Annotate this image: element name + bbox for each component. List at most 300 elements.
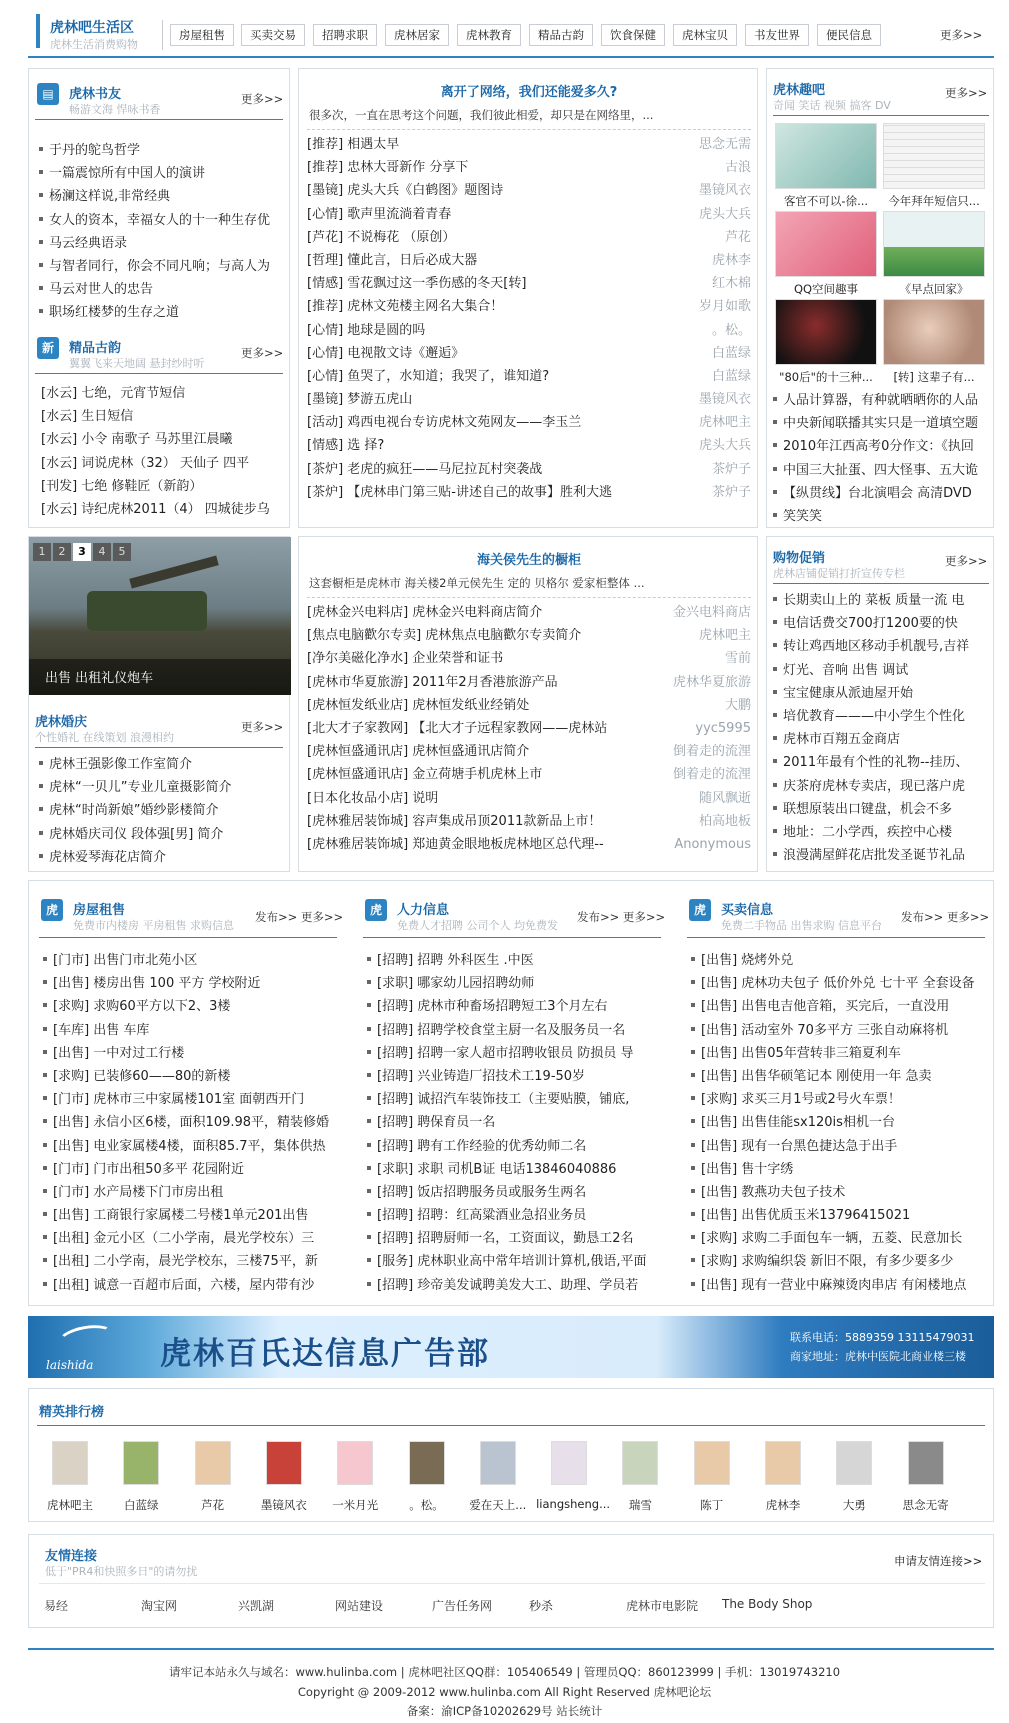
article-row[interactable]	[307, 249, 751, 272]
article-title[interactable]: [日本化妆品小店] 说明	[307, 790, 439, 806]
article-author[interactable]: 。松。	[711, 322, 751, 338]
list-item[interactable]	[39, 1135, 339, 1158]
list-item-label[interactable]: [车库] 出售 车库	[53, 1022, 150, 1038]
article-row[interactable]	[307, 226, 751, 249]
nav-item[interactable]: 房屋租售	[170, 24, 234, 46]
list-item[interactable]	[769, 844, 993, 867]
list-item-label[interactable]: [招聘] 招聘 外科医生 .中医	[377, 953, 534, 968]
article-author[interactable]: 随风飘逝	[698, 790, 751, 806]
shuyou-more-link[interactable]: 更多>>	[241, 92, 284, 106]
list-item-label[interactable]: [招聘] 诚招汽车装饰技工（主要贴膜，铺底,	[377, 1092, 630, 1108]
list-item-label[interactable]: [求购] 求购二手面包车一辆，五菱、民意加长	[701, 1231, 963, 1247]
friend-link[interactable]: 兴凯湖	[238, 1599, 275, 1613]
article-author[interactable]: Anonymous	[674, 836, 751, 852]
list-item[interactable]	[363, 1274, 663, 1297]
list-item[interactable]	[35, 232, 285, 255]
list-item[interactable]	[39, 1204, 339, 1227]
article-title[interactable]: [茶炉] 【虎林串门第三贴-讲述自己的故事】胜利大逃	[307, 484, 612, 500]
user-name[interactable]: 瑞雪	[628, 1498, 652, 1512]
list-item[interactable]	[687, 1019, 987, 1042]
article-author[interactable]: 倒着走的流浬	[672, 767, 751, 783]
list-item[interactable]	[35, 255, 285, 278]
article-row[interactable]	[307, 458, 751, 481]
friend-link[interactable]: 虎林市电影院	[626, 1599, 699, 1613]
list-item-label[interactable]: [求职] 哪家幼儿园招聘幼师	[377, 976, 535, 992]
article-row[interactable]	[307, 717, 751, 740]
user-avatar[interactable]	[622, 1441, 658, 1485]
list-item-label[interactable]: 宝宝健康从派迪屋开始	[783, 685, 914, 701]
list-item-label[interactable]: 地址：二小学西，疾控中心楼	[783, 824, 953, 840]
list-item-label[interactable]: 杨澜这样说,非常经典	[49, 189, 171, 205]
list-item[interactable]	[363, 1065, 663, 1088]
list-item-label[interactable]: 一篇震惊所有中国人的演讲	[49, 166, 206, 182]
list-item[interactable]	[363, 972, 663, 995]
list-item-label[interactable]: 虎林市百翔五金商店	[783, 732, 901, 748]
list-item[interactable]	[769, 589, 993, 612]
list-item[interactable]	[39, 1088, 339, 1111]
article-row[interactable]	[307, 601, 751, 624]
list-item-label[interactable]: [门市] 门市出租50多平 花园附近	[53, 1161, 244, 1177]
list-item[interactable]	[363, 1088, 663, 1111]
user-avatar[interactable]	[836, 1441, 872, 1485]
article-row[interactable]	[307, 365, 751, 388]
nav-item[interactable]: 虎林宝贝	[673, 24, 737, 46]
list-item-label[interactable]: [出售] 售十字绣	[701, 1161, 794, 1177]
friend-link[interactable]: The Body Shop	[722, 1597, 813, 1611]
user-name[interactable]: 大勇	[842, 1498, 866, 1512]
quba-thumb-caption-6[interactable]: [转] 这辈子有...	[893, 370, 975, 384]
list-item[interactable]	[687, 1042, 987, 1065]
list-item[interactable]	[363, 1227, 663, 1250]
article-author[interactable]: 虎头大兵	[698, 438, 751, 454]
list-item[interactable]	[363, 1135, 663, 1158]
gouwu-more-link[interactable]: 更多>>	[945, 554, 988, 568]
ad-banner[interactable]	[28, 1316, 994, 1378]
user-name[interactable]: 虎林吧主	[47, 1498, 93, 1512]
list-item[interactable]	[35, 776, 285, 799]
quba-thumb-6[interactable]	[883, 299, 985, 365]
list-item[interactable]	[769, 482, 993, 505]
list-item[interactable]	[363, 995, 663, 1018]
user-avatar[interactable]	[195, 1441, 231, 1485]
article-row[interactable]	[307, 179, 751, 202]
list-item[interactable]	[769, 389, 993, 412]
list-item-label[interactable]: [出租] 二小学南，晨光学校东，三楼75平，新	[53, 1254, 318, 1270]
list-item-label[interactable]: 庆茶府虎林专卖店，现已落户虎	[783, 778, 966, 794]
user-avatar[interactable]	[337, 1441, 373, 1485]
ranking-title[interactable]: 精英排行榜	[39, 1405, 105, 1420]
article-title[interactable]: [墨镜] 梦游五虎山	[307, 392, 413, 408]
list-item[interactable]	[769, 659, 993, 682]
quba-thumb-2[interactable]	[883, 123, 985, 189]
list-item[interactable]	[363, 1181, 663, 1204]
article-title[interactable]: [芦花] 不说梅花 （原创）	[307, 229, 456, 245]
list-item[interactable]: [水云] 词说虎林（32） 天仙子 四平	[41, 455, 250, 471]
quba-thumb-caption-1[interactable]: 客官不可以-徐...	[783, 194, 869, 208]
list-item-label[interactable]: [出售] 现有一台黑色捷达急于出手	[701, 1138, 898, 1154]
list-item-label[interactable]: [招聘] 招聘学校食堂主厨一名及服务员一名	[377, 1022, 626, 1038]
list-item-label[interactable]: [求购] 求购编织袋 新旧不限，有多少要多少	[701, 1254, 954, 1270]
header-title[interactable]: 虎林吧生活区	[50, 20, 134, 36]
list-item-label[interactable]: 转让鸡西地区移动手机靓号,吉祥	[783, 639, 970, 655]
quba-thumb-5[interactable]	[775, 299, 877, 365]
list-item[interactable]	[39, 1019, 339, 1042]
list-item-label[interactable]: 笑笑笑	[783, 508, 823, 524]
list-item[interactable]: [刊发] 七绝 修鞋匠（新韵）	[41, 478, 203, 494]
article-row[interactable]	[307, 481, 751, 504]
quba-thumb-caption-2[interactable]: 今年拜年短信只...	[888, 194, 980, 208]
friend-link[interactable]: 易经	[44, 1599, 69, 1613]
nav-item[interactable]: 饮食保健	[601, 24, 665, 46]
list-item[interactable]	[39, 1181, 339, 1204]
list-item[interactable]	[687, 949, 987, 972]
list-item-label[interactable]: [出售] 出售佳能sx120is相机一台	[701, 1115, 895, 1131]
list-item[interactable]	[35, 799, 285, 822]
article-author[interactable]: 白蓝绿	[711, 345, 751, 361]
list-item-label[interactable]: 女人的资本，幸福女人的十一种生存优	[49, 212, 271, 228]
user-name[interactable]: 思念无寄	[902, 1498, 949, 1512]
fangwu-title[interactable]: 房屋租售	[73, 903, 126, 918]
renli-more-link[interactable]: 发布>> 更多>>	[577, 910, 666, 924]
article-title[interactable]: [情感] 选 择?	[307, 438, 385, 454]
user-avatar[interactable]	[908, 1441, 944, 1485]
list-item-label[interactable]: 职场红楼梦的生存之道	[49, 305, 180, 321]
list-item-label[interactable]: [求购] 已装修60——80的新楼	[53, 1068, 231, 1084]
nav-item[interactable]: 虎林教育	[457, 24, 521, 46]
article-row[interactable]	[307, 319, 751, 342]
list-item[interactable]: [水云] 小令 南歌子 马苏里江晨曦	[41, 432, 233, 448]
article-author[interactable]: 红木棉	[711, 276, 751, 292]
list-item-label[interactable]: 于丹的鸵鸟哲学	[49, 143, 141, 158]
article-author[interactable]: 芦花	[724, 229, 751, 245]
list-item-label[interactable]: [门市] 水产局楼下门市房出租	[53, 1184, 224, 1200]
list-item-label[interactable]: [出售] 虎林功夫包子 低价外兑 七十平 全套设备	[701, 976, 975, 992]
list-item[interactable]	[769, 821, 993, 844]
list-item-label[interactable]: [出售] 教燕功夫包子技术	[701, 1184, 846, 1200]
nav-item[interactable]: 书友世界	[745, 24, 809, 46]
article-row[interactable]	[307, 133, 751, 156]
list-item-label[interactable]: 【纵贯线】台北演唱会 高清DVD	[783, 485, 972, 501]
quba-thumb-4[interactable]	[883, 211, 985, 277]
article-row[interactable]	[307, 787, 751, 810]
article-row[interactable]	[307, 624, 751, 647]
list-item[interactable]	[363, 1111, 663, 1134]
list-item-label[interactable]: [出售] 出售华硕笔记本 刚使用一年 急卖	[701, 1068, 932, 1084]
list-item-label[interactable]: [招聘] 虎林市种畜场招聘短工3个月左右	[377, 999, 608, 1015]
article-row[interactable]	[307, 203, 751, 226]
user-avatar[interactable]	[694, 1441, 730, 1485]
list-item-label[interactable]: 2010年江西高考0分作文：《执回	[783, 439, 974, 455]
list-item-label[interactable]: [出租] 诚意一百超市后面，六楼，屋内带有沙	[53, 1277, 315, 1293]
list-item-label[interactable]: [招聘] 饭店招聘服务员或服务生两名	[377, 1184, 587, 1200]
list-item[interactable]	[39, 995, 339, 1018]
list-item[interactable]	[35, 753, 285, 776]
list-item[interactable]	[687, 1088, 987, 1111]
article-author[interactable]: 倒着走的流浬	[672, 744, 751, 760]
list-item[interactable]	[687, 1135, 987, 1158]
user-avatar[interactable]	[52, 1441, 88, 1485]
list-item-label[interactable]: 与智者同行，你会不同凡响；与高人为	[49, 258, 271, 274]
user-name[interactable]: 虎林李	[765, 1498, 801, 1512]
list-item[interactable]	[769, 798, 993, 821]
list-item-label[interactable]: [招聘] 珍帝美发诚聘美发大工、助理、学员若	[377, 1277, 639, 1293]
article-title[interactable]: [心情] 歌声里流淌着青春	[307, 206, 452, 222]
list-item[interactable]	[363, 949, 663, 972]
list-item[interactable]	[769, 728, 993, 751]
user-avatar[interactable]	[123, 1441, 159, 1485]
list-item[interactable]	[769, 705, 993, 728]
list-item[interactable]	[39, 1227, 339, 1250]
list-item-label[interactable]: [服务] 虎林职业高中常年培训计算机,俄语,平面	[377, 1254, 647, 1270]
list-item[interactable]	[687, 1204, 987, 1227]
article-author[interactable]: 白蓝绿	[711, 368, 751, 384]
featured2-title[interactable]: 海关侯先生的橱柜	[476, 553, 581, 568]
article-author[interactable]: yyc5995	[695, 720, 751, 736]
list-item[interactable]	[35, 185, 285, 208]
list-item-label[interactable]: [招聘] 兴业铸造厂招技术工19-50岁	[377, 1068, 586, 1084]
renli-title[interactable]: 人力信息	[397, 903, 450, 918]
friend-link[interactable]: 秒杀	[529, 1599, 554, 1613]
list-item-label[interactable]: [招聘] 招聘厨师一名，工资面议，勤恳工2名	[377, 1231, 634, 1247]
list-item-label[interactable]: 中央新闻联播其实只是一道填空题	[783, 416, 979, 432]
article-title[interactable]: [推荐] 相遇太早	[307, 137, 400, 152]
list-item[interactable]	[363, 1158, 663, 1181]
article-row[interactable]	[307, 833, 751, 856]
article-author[interactable]: 大鹏	[724, 697, 751, 713]
article-author[interactable]: 思念无需	[698, 137, 751, 152]
header-more-link[interactable]: 更多>>	[940, 28, 983, 42]
list-item-label[interactable]: 电信话费交700打1200要的快	[783, 616, 958, 632]
list-item[interactable]	[35, 846, 285, 869]
list-item-label[interactable]: [门市] 出售门市北苑小区	[53, 953, 198, 968]
list-item[interactable]	[769, 635, 993, 658]
article-title[interactable]: [心情] 鱼哭了，水知道；我哭了，谁知道?	[307, 368, 550, 384]
list-item-label[interactable]: 培优教育———中小学生个性化	[783, 708, 966, 724]
article-row[interactable]	[307, 434, 751, 457]
user-name[interactable]: liangsheng...	[536, 1497, 611, 1511]
article-row[interactable]	[307, 763, 751, 786]
list-item-label[interactable]: [招聘] 招聘：红高粱酒业急招业务员	[377, 1208, 587, 1224]
article-row[interactable]	[307, 295, 751, 318]
article-row[interactable]	[307, 411, 751, 434]
nav-item[interactable]: 虎林居家	[385, 24, 449, 46]
list-item-label[interactable]: 浪漫满屋鲜花店批发圣诞节礼品	[783, 848, 966, 864]
list-item-label[interactable]: 联想原装出口键盘，机会不多	[783, 801, 953, 817]
list-item-label[interactable]: [出售] 工商银行家属楼二号楼1单元201出售	[53, 1208, 309, 1224]
list-item-label[interactable]: [出租] 金元小区（二小学南，晨光学校东）三	[53, 1231, 315, 1247]
article-author[interactable]: 岁月如歌	[698, 299, 751, 315]
shuyou-title[interactable]: 虎林书友	[69, 87, 122, 102]
article-title[interactable]: [推荐] 虎林文苑楼主网名大集合！	[307, 299, 504, 315]
list-item-label[interactable]: [招聘] 聘保育员一名	[377, 1115, 496, 1131]
list-item-label[interactable]: [出售] 现有一营业中麻辣烫肉串店 有闲楼地点	[701, 1277, 967, 1293]
list-item[interactable]	[35, 139, 285, 162]
article-author[interactable]: 金兴电料商店	[672, 605, 751, 620]
article-title[interactable]: [茶炉] 老虎的疯狂——马尼拉瓦村突袭战	[307, 461, 543, 477]
list-item[interactable]	[687, 1250, 987, 1273]
list-item-label[interactable]: 虎林“时尚新娘”婚纱影楼简介	[49, 803, 219, 819]
list-item-label[interactable]: [出售] 活动室外 70多平方 三张自动麻将机	[701, 1022, 949, 1038]
user-name[interactable]: 一米月光	[332, 1498, 379, 1512]
list-item-label[interactable]: [出售] 出售05年营转非三箱夏利车	[701, 1045, 901, 1061]
list-item-label[interactable]: 虎林王强影像工作室简介	[49, 757, 193, 772]
article-author[interactable]: 虎林李	[711, 252, 751, 268]
list-item[interactable]	[687, 1111, 987, 1134]
list-item[interactable]	[769, 505, 993, 528]
list-item-label[interactable]: 人品计算器，有种就晒晒你的人品	[783, 393, 979, 408]
quba-title[interactable]: 虎林趣吧	[773, 83, 826, 98]
quba-thumb-caption-3[interactable]: QQ空间趣事	[793, 282, 859, 296]
user-avatar[interactable]	[551, 1441, 587, 1485]
article-author[interactable]: 虎头大兵	[698, 206, 751, 222]
article-author[interactable]: 雪前	[724, 651, 751, 667]
article-title[interactable]: [虎林金兴电料店] 虎林金兴电料商店简介	[307, 605, 543, 620]
article-title[interactable]: [活动] 鸡西电视台专访虎林文苑网友——李玉兰	[307, 415, 582, 431]
list-item-label[interactable]: [出售] 烧烤外兑	[701, 953, 794, 968]
quba-more-link[interactable]: 更多>>	[945, 86, 988, 100]
article-title[interactable]: [推荐] 忠林大哥新作 分享下	[307, 160, 469, 176]
slider-tab[interactable]: 3	[73, 543, 91, 561]
list-item[interactable]	[687, 1158, 987, 1181]
list-item[interactable]	[363, 1019, 663, 1042]
slider-tab[interactable]: 2	[53, 543, 71, 561]
article-author[interactable]: 茶炉子	[711, 484, 751, 500]
article-title[interactable]: [墨镜] 虎头大兵《白鹤图》题图诗	[307, 183, 504, 199]
article-row[interactable]	[307, 156, 751, 179]
list-item-label[interactable]: 马云经典语录	[49, 235, 128, 251]
article-title[interactable]: [虎林市华夏旅游] 2011年2月香港旅游产品	[307, 674, 558, 690]
quba-thumb-caption-4[interactable]: 《早点回家》	[899, 282, 969, 296]
fangwu-more-link[interactable]: 发布>> 更多>>	[255, 910, 344, 924]
list-item[interactable]	[35, 278, 285, 301]
list-item-label[interactable]: [出售] 电业家属楼4楼，面积85.7平，集体供热	[53, 1138, 326, 1154]
list-item[interactable]	[687, 1274, 987, 1297]
slider-caption[interactable]: 出售 出租礼仪炮车	[45, 671, 154, 686]
article-title[interactable]: [虎林恒盛通讯店] 虎林恒盛通讯店简介	[307, 744, 530, 760]
list-item[interactable]	[39, 1065, 339, 1088]
list-item[interactable]	[769, 459, 993, 482]
article-author[interactable]: 虎林吧主	[698, 628, 751, 644]
article-row[interactable]	[307, 740, 751, 763]
list-item[interactable]	[769, 612, 993, 635]
article-author[interactable]: 墨镜风衣	[698, 392, 751, 408]
list-item-label[interactable]: [求购] 求买三月1号或2号火车票！	[701, 1092, 901, 1108]
user-name[interactable]: 。松。	[409, 1498, 444, 1512]
nav-item[interactable]: 买卖交易	[241, 24, 305, 46]
list-item[interactable]	[39, 1274, 339, 1297]
article-title[interactable]: [北大才子家教网] 【北大才子远程家教网——虎林站	[307, 720, 608, 736]
list-item[interactable]	[39, 1250, 339, 1273]
slider-tab[interactable]: 5	[113, 543, 131, 561]
list-item[interactable]	[687, 1181, 987, 1204]
list-item-label[interactable]: [招聘] 招聘一家人超市招聘收银员 防损员 导	[377, 1045, 634, 1061]
article-row[interactable]	[307, 272, 751, 295]
list-item-label[interactable]: 2011年最有个性的礼物--挂历、	[783, 755, 969, 771]
list-item-label[interactable]: [招聘] 聘有工作经验的优秀幼师二名	[377, 1138, 587, 1154]
article-row[interactable]	[307, 810, 751, 833]
list-item[interactable]: [水云] 诗纪虎林2011（4） 四城徒步乌	[41, 501, 270, 517]
article-title[interactable]: [情感] 雪花飘过这一季伤感的冬天[转]	[307, 276, 527, 292]
friend-link[interactable]: 网站建设	[335, 1599, 384, 1613]
hunqing-more-link[interactable]: 更多>>	[241, 720, 284, 734]
article-title[interactable]: [虎林雅居装饰城] 容声集成吊顶2011款新品上市！	[307, 813, 602, 829]
list-item[interactable]	[769, 751, 993, 774]
list-item[interactable]	[35, 301, 285, 324]
slider-tab[interactable]: 4	[93, 543, 111, 561]
nav-item[interactable]: 精品古韵	[529, 24, 593, 46]
slider-tab[interactable]: 1	[33, 543, 51, 561]
friend-link[interactable]: 淘宝网	[141, 1599, 178, 1613]
list-item[interactable]	[363, 1204, 663, 1227]
list-item-label[interactable]: 马云对世人的忠告	[49, 282, 154, 298]
article-row[interactable]	[307, 388, 751, 411]
list-item[interactable]	[687, 972, 987, 995]
list-item[interactable]	[39, 972, 339, 995]
user-avatar[interactable]	[765, 1441, 801, 1485]
apply-link[interactable]: 申请友情连接>>	[894, 1554, 983, 1568]
article-row[interactable]	[307, 647, 751, 670]
list-item[interactable]	[363, 1042, 663, 1065]
list-item[interactable]	[687, 1227, 987, 1250]
list-item[interactable]	[39, 949, 339, 972]
list-item[interactable]: [水云] 生日短信	[41, 409, 134, 425]
list-item[interactable]	[687, 995, 987, 1018]
list-item[interactable]	[687, 1065, 987, 1088]
article-row[interactable]	[307, 342, 751, 365]
list-item-label[interactable]: [出售] 出售优质玉米13796415021	[701, 1208, 911, 1224]
list-item[interactable]	[39, 1158, 339, 1181]
hunqing-title[interactable]: 虎林婚庆	[35, 715, 88, 730]
list-item-label[interactable]: 中国三大扯蛋、四大怪事、五大诡	[783, 462, 979, 478]
list-item-label[interactable]: [求购] 求购60平方以下2、3楼	[53, 999, 231, 1015]
article-author[interactable]: 茶炉子	[711, 461, 751, 477]
list-item-label[interactable]: 长期卖山上的 菜板 质量一流 电	[783, 593, 965, 608]
article-title[interactable]: [心情] 地球是圆的吗	[307, 322, 426, 338]
list-item-label[interactable]: [出售] 出售电吉他音箱，买完后，一直没用	[701, 999, 950, 1015]
list-item[interactable]	[363, 1250, 663, 1273]
quba-thumb-3[interactable]	[775, 211, 877, 277]
list-item[interactable]	[35, 823, 285, 846]
article-author[interactable]: 虎林华夏旅游	[672, 674, 751, 690]
friend-link[interactable]: 广告任务网	[432, 1599, 493, 1613]
article-row[interactable]	[307, 671, 751, 694]
article-author[interactable]: 古浪	[724, 160, 751, 176]
article-title[interactable]: [焦点电脑歡尔专卖] 虎林焦点电脑歡尔专卖简介	[307, 628, 582, 644]
featured1-title[interactable]: 离开了网络，我们还能爱多久?	[440, 85, 618, 100]
list-item[interactable]	[769, 412, 993, 435]
article-author[interactable]: 虎林吧主	[698, 415, 751, 431]
list-item[interactable]	[39, 1042, 339, 1065]
guyun-title[interactable]: 精品古韵	[69, 341, 122, 356]
article-title[interactable]: [虎林恒盛通讯店] 金立荷塘手机虎林上市	[307, 767, 543, 783]
user-name[interactable]: 墨镜风衣	[260, 1498, 307, 1512]
user-name[interactable]: 白蓝绿	[124, 1498, 159, 1512]
article-row[interactable]	[307, 694, 751, 717]
list-item[interactable]	[35, 209, 285, 232]
list-item[interactable]	[769, 775, 993, 798]
article-title[interactable]: [净尔美磁化净水] 企业荣誉和证书	[307, 651, 504, 667]
maimai-more-link[interactable]: 发布>> 更多>>	[901, 910, 990, 924]
gouwu-title[interactable]: 购物促销	[773, 551, 826, 566]
nav-item[interactable]: 招聘求职	[313, 24, 377, 46]
list-item[interactable]	[35, 162, 285, 185]
list-item-label[interactable]: [出售] 楼房出售 100 平方 学校附近	[53, 976, 261, 992]
article-title[interactable]: [哲理] 懂此言，日后必成大器	[307, 252, 478, 268]
list-item-label[interactable]: [出售] 一中对过工行楼	[53, 1045, 185, 1061]
list-item[interactable]	[769, 435, 993, 458]
list-item[interactable]: [水云] 七绝，元宵节短信	[41, 386, 186, 401]
user-name[interactable]: 陈丁	[700, 1498, 724, 1512]
